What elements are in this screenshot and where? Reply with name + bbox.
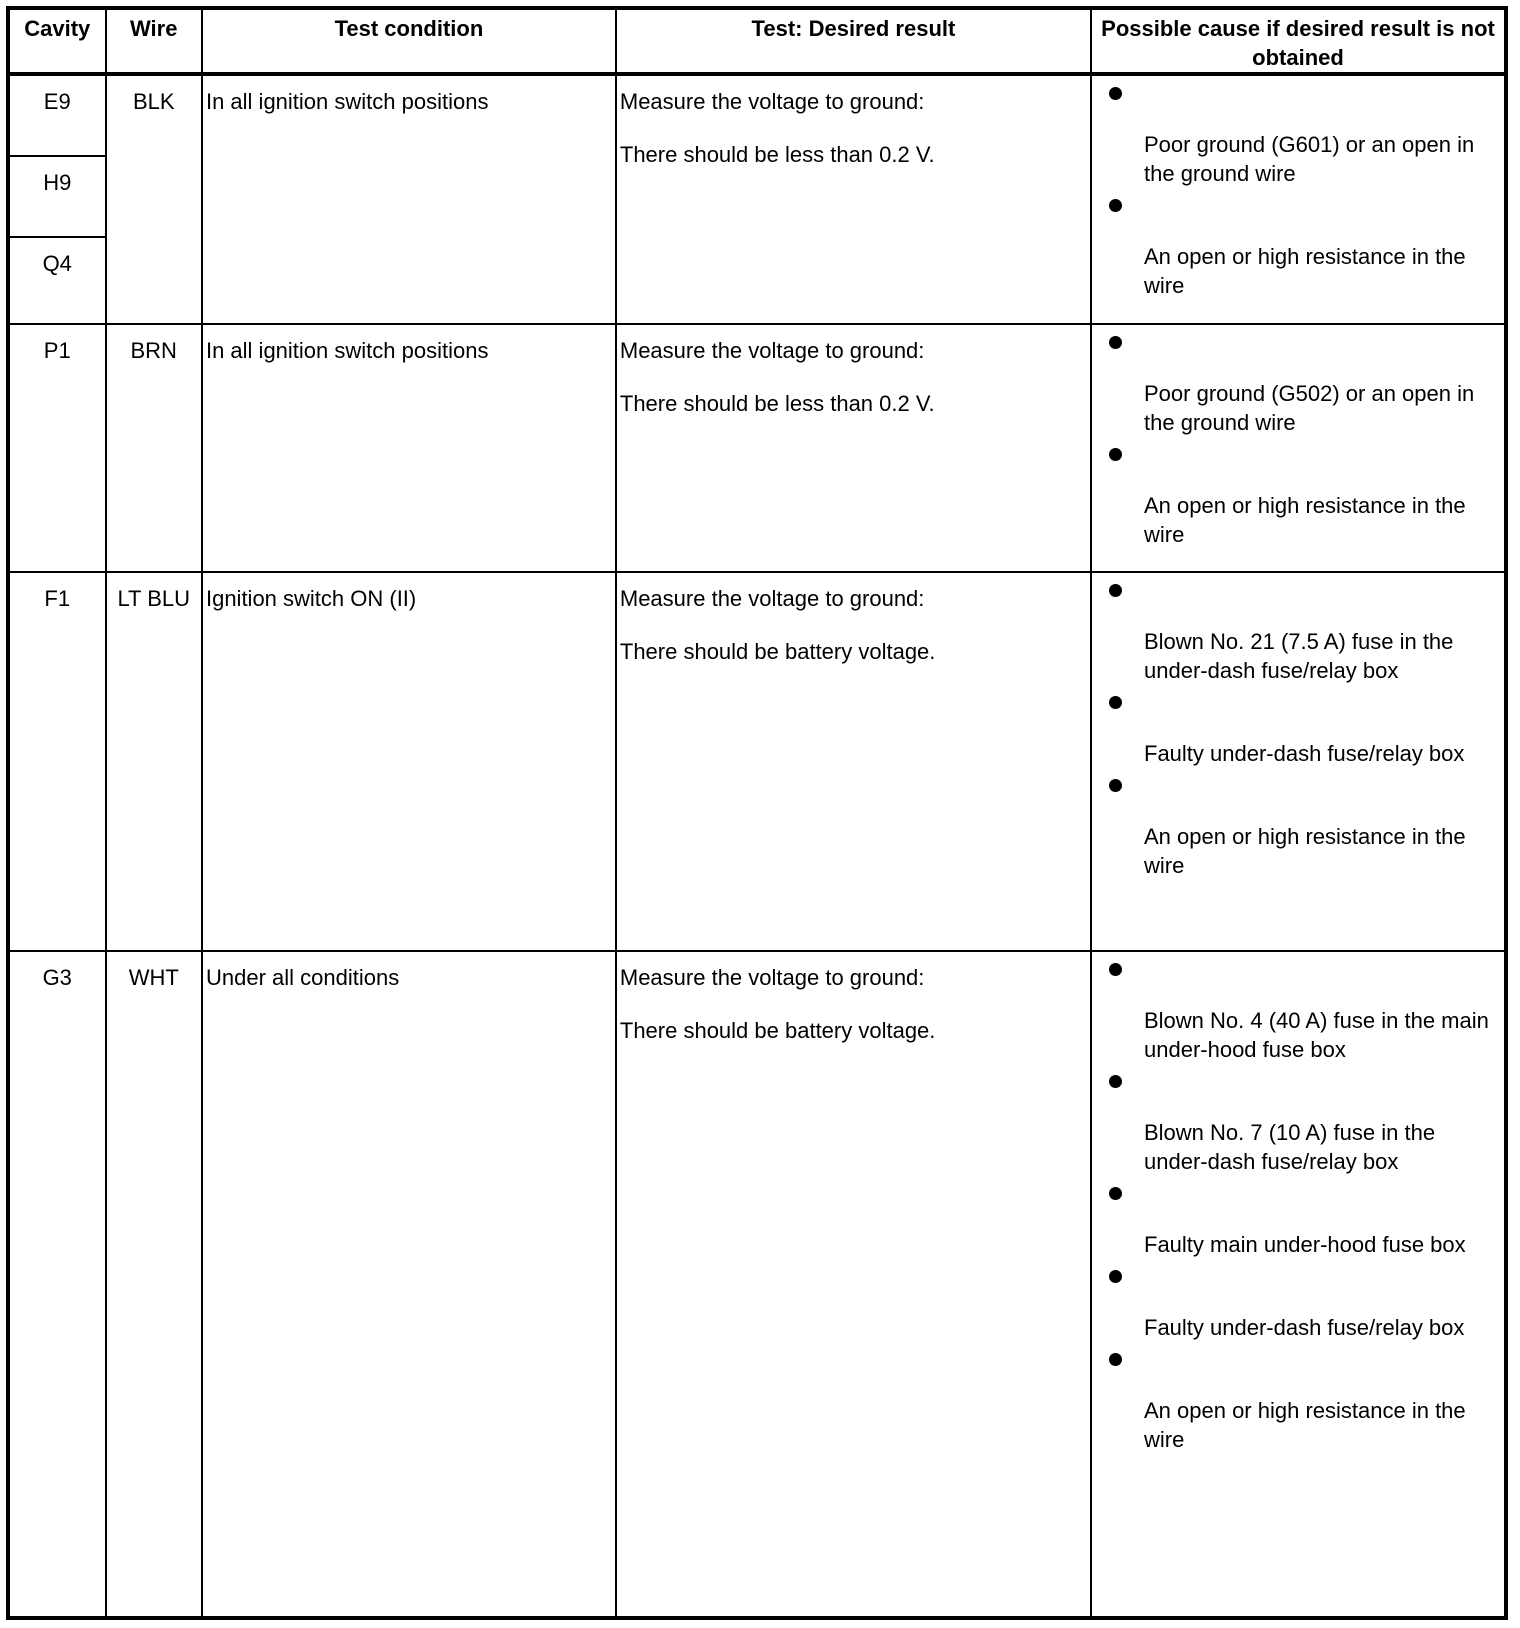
bullet-icon bbox=[1109, 1075, 1122, 1088]
wire-cell bbox=[106, 572, 202, 952]
cause-item: Blown No. 21 (7.5 A) fuse in the under-dash fuse/relay box bbox=[1092, 573, 1504, 685]
bullet-icon bbox=[1109, 87, 1122, 100]
table-row bbox=[8, 324, 1506, 571]
wire-color: BLK bbox=[132, 89, 175, 114]
test-condition: Under all conditions bbox=[205, 965, 400, 991]
cause-item: Faulty main under-hood fuse box bbox=[1092, 1176, 1504, 1259]
wire-color: LT BLU bbox=[117, 585, 191, 611]
wire-color: WHT bbox=[128, 965, 179, 991]
condition-cell bbox=[202, 572, 616, 952]
test-condition: In all ignition switch positions bbox=[205, 338, 489, 364]
cavity-cell bbox=[8, 951, 106, 1618]
result-expected: There should be less than 0.2 V. bbox=[619, 391, 935, 417]
cavity-label: P1 bbox=[43, 338, 71, 364]
result-cell bbox=[616, 951, 1091, 1618]
condition-cell bbox=[202, 324, 616, 571]
header-cavity: Cavity bbox=[8, 8, 106, 74]
bullet-icon bbox=[1109, 336, 1122, 349]
table-row bbox=[8, 572, 1506, 952]
cavity-label: G3 bbox=[42, 965, 72, 991]
cause-item: An open or high resistance in the wire bbox=[1092, 1342, 1504, 1454]
cavity-label: Q4 bbox=[42, 251, 72, 276]
bullet-icon bbox=[1109, 696, 1122, 709]
result-cell bbox=[616, 572, 1091, 952]
cavity-label: F1 bbox=[44, 585, 71, 611]
result-expected: There should be battery voltage. bbox=[619, 638, 936, 664]
desired-result bbox=[617, 325, 1090, 418]
cavity-cell bbox=[8, 74, 106, 324]
bullet-icon bbox=[1109, 448, 1122, 461]
condition-cell bbox=[202, 74, 616, 324]
bullet-icon bbox=[1109, 199, 1122, 212]
desired-result bbox=[617, 573, 1090, 666]
cavity-cell bbox=[8, 572, 106, 952]
desired-result bbox=[617, 952, 1090, 1045]
header-wire: Wire bbox=[106, 8, 202, 74]
result-instruction: Measure the voltage to ground: bbox=[619, 585, 925, 611]
condition-cell bbox=[202, 951, 616, 1618]
bullet-icon bbox=[1109, 779, 1122, 792]
cavity-label: E9 bbox=[10, 76, 105, 157]
bullet-icon bbox=[1109, 584, 1122, 597]
cavity-cell bbox=[8, 324, 106, 571]
result-expected: There should be battery voltage. bbox=[619, 1018, 936, 1044]
header-desired-result: Test: Desired result bbox=[616, 8, 1091, 74]
result-instruction: Measure the voltage to ground: bbox=[619, 89, 925, 114]
cause-item: Faulty under-dash fuse/relay box bbox=[1092, 1259, 1504, 1342]
bullet-icon bbox=[1109, 1270, 1122, 1283]
cause-item: Poor ground (G601) or an open in the ground wire bbox=[1092, 76, 1504, 188]
test-condition: In all ignition switch positions bbox=[205, 89, 489, 114]
cause-item: Blown No. 4 (40 A) fuse in the main under-hood fuse box bbox=[1092, 952, 1504, 1064]
table-row bbox=[8, 951, 1506, 1618]
result-cell bbox=[616, 324, 1091, 571]
test-condition: Ignition switch ON (II) bbox=[205, 585, 417, 611]
cause-item: An open or high resistance in the wire bbox=[1092, 188, 1504, 300]
cause-cell bbox=[1091, 951, 1506, 1618]
result-cell bbox=[616, 74, 1091, 324]
wire-color: BRN bbox=[130, 338, 177, 364]
cause-item: Faulty under-dash fuse/relay box bbox=[1092, 685, 1504, 768]
cause-item: Blown No. 7 (10 A) fuse in the under-dash fuse/relay box bbox=[1092, 1064, 1504, 1176]
result-expected: There should be less than 0.2 V. bbox=[619, 142, 935, 167]
header-possible-cause: Possible cause if desired result is not obtained bbox=[1091, 8, 1506, 74]
cause-cell bbox=[1091, 572, 1506, 952]
cause-cell bbox=[1091, 324, 1506, 571]
wire-cell bbox=[106, 74, 202, 324]
diagnostic-table bbox=[6, 6, 1508, 1620]
cause-item: An open or high resistance in the wire bbox=[1092, 768, 1504, 880]
table-row bbox=[8, 74, 1506, 324]
bullet-icon bbox=[1109, 1187, 1122, 1200]
cause-item: Poor ground (G502) or an open in the ground wire bbox=[1092, 325, 1504, 437]
cavity-label: H9 bbox=[10, 157, 105, 238]
result-instruction: Measure the voltage to ground: bbox=[619, 965, 925, 991]
result-instruction: Measure the voltage to ground: bbox=[619, 338, 925, 364]
header-row bbox=[8, 8, 1506, 74]
desired-result bbox=[617, 76, 1090, 169]
bullet-icon bbox=[1109, 1353, 1122, 1366]
cause-cell bbox=[1091, 74, 1506, 324]
wire-cell bbox=[106, 324, 202, 571]
wire-cell bbox=[106, 951, 202, 1618]
bullet-icon bbox=[1109, 963, 1122, 976]
cause-item: An open or high resistance in the wire bbox=[1092, 437, 1504, 549]
header-test-condition: Test condition bbox=[202, 8, 616, 74]
